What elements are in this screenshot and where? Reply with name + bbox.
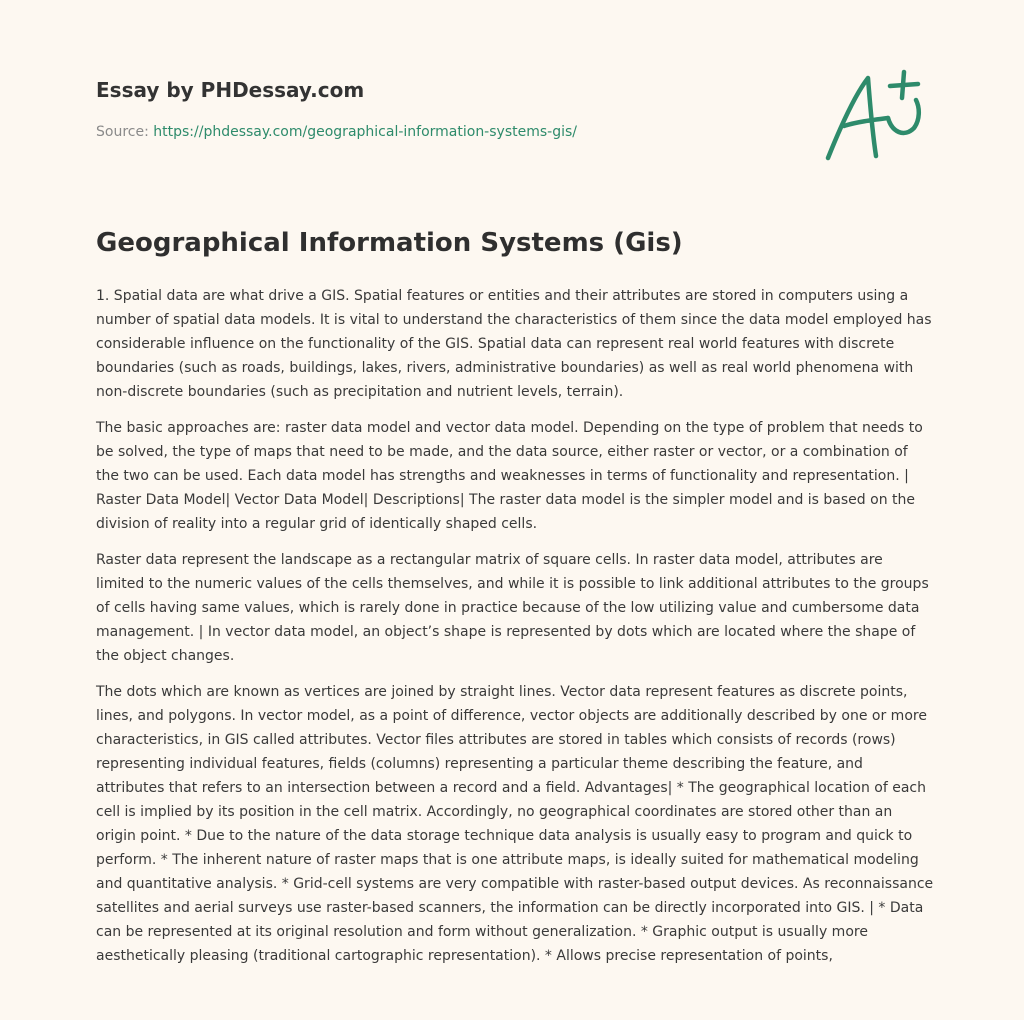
essay-paragraph: The basic approaches are: raster data model and vector data model. Depending on the type of problem that needs to be solved, the type of maps that need to be made, and the data source, either raster or vector, or a combination of the two can be used. Each data model has strengths and weaknesses in terms of functionality and representation. | Raster Data Model| Vector Data Model| Descriptions| The raster data model is the simpler model and is based on the division of reality into a regular grid of identically shaped cells.: [96, 420, 923, 532]
site-title: Essay by PHDessay.com: [96, 78, 365, 102]
essay-paragraph: Raster data represent the landscape as a rectangular matrix of square cells. In raster data model, attributes are limited to the numeric values of the cells themselves, and while it is possible to link additional attributes to the groups of cells having same values, which is rarely done in practice because of the low utilizing value and cumbersome data management. | In vector data model, an object’s shape is represented by dots which are located where the shape of the object changes.: [96, 552, 929, 664]
essay-title: Geographical Information Systems (Gis): [96, 228, 683, 258]
source-line: [96, 124, 577, 140]
source-link[interactable]: https://phdessay.com/geographical-information-systems-gis/: [153, 124, 577, 140]
source-label: Source:: [96, 124, 154, 140]
a-plus-logo-icon: [818, 68, 930, 164]
essay-paragraph: 1. Spatial data are what drive a GIS. Spatial features or entities and their attributes are stored in computers using a number of spatial data models. It is vital to understand the characteristics of them since the data model employed has considerable influence on the functionality of the GIS. Spatial data can represent real world features with discrete boundaries (such as roads, buildings, lakes, rivers, administrative boundaries) as well as real world phenomena with non-discrete boundaries (such as precipitation and nutrient levels, terrain).: [96, 288, 932, 400]
essay-body: [96, 284, 934, 980]
essay-paragraph: The dots which are known as vertices are joined by straight lines. Vector data represent features as discrete points, lines, and polygons. In vector model, as a point of difference, vector objects are additionally described by one or more characteristics, in GIS called attributes. Vector files attributes are stored in tables which consists of records (rows) representing individual features, fields (columns) representing a particular theme describing the feature, and attributes that refers to an intersection between a record and a field. Advantages| * The geographical location of each cell is implied by its position in the cell matrix. Accordingly, no geographical coordinates are stored other than an origin point. * Due to the nature of the data storage technique data analysis is usually easy to program and quick to perform. * The inherent nature of raster maps that is one attribute maps, is ideally suited for mathematical modeling and quantitative analysis. * Grid-cell systems are very compatible with raster-based output devices. As reconnaissance satellites and aerial surveys use raster-based scanners, the information can be directly incorporated into GIS. | * Data can be represented at its original resolution and form without generalization. * Graphic output is usually more aesthetically pleasing (traditional cartographic representation). * Allows precise representation of points,: [96, 684, 934, 964]
